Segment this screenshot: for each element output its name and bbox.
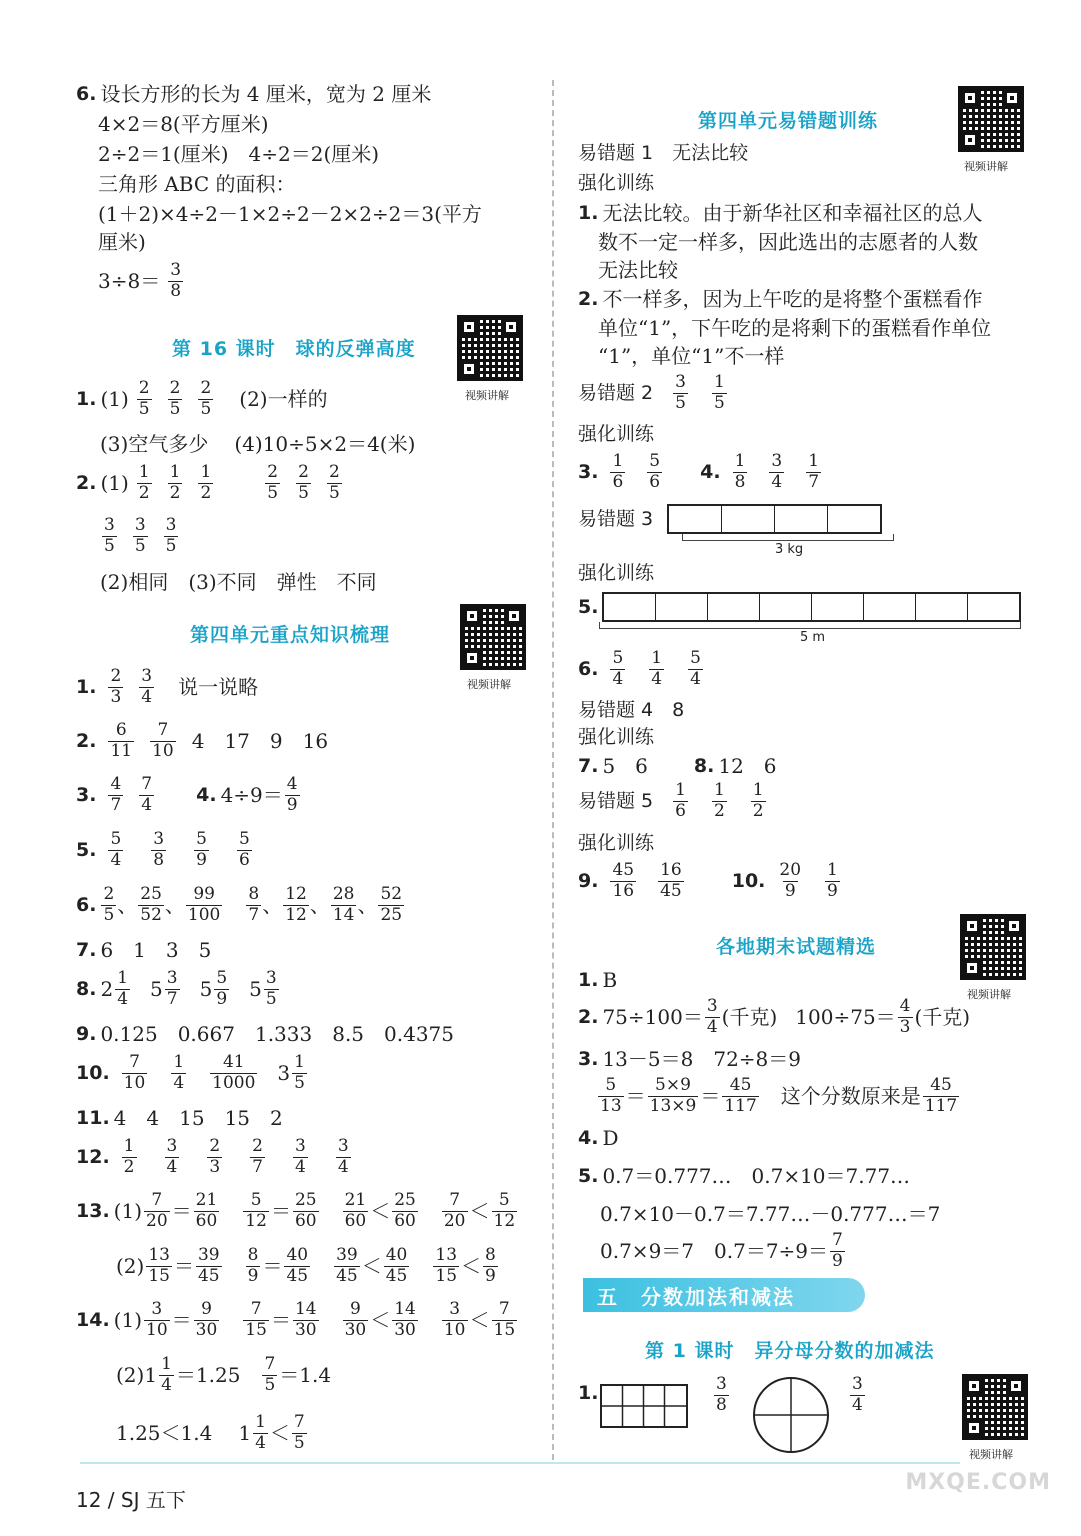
part-label: (2) — [116, 1254, 145, 1279]
q-number: 12. — [76, 1145, 110, 1168]
section-label: 强化训练 — [578, 423, 655, 445]
fraction: $\frac{9}{30}$ — [344, 1299, 367, 1340]
fraction: $\frac{25}{52}$ — [140, 884, 162, 925]
q-number: 7. — [578, 754, 599, 777]
q-number: 9. — [578, 869, 599, 892]
fraction: $\frac{1}{7}$ — [808, 451, 820, 492]
fraction: $\frac{2}{5}$ — [328, 462, 340, 503]
fraction: $\frac{7}{5}$ — [293, 1412, 305, 1453]
qr-label: 视频讲解 — [967, 988, 1011, 1001]
fraction: $\frac{1}{4}$ — [117, 968, 129, 1009]
fraction: $\frac{3}{8}$ — [153, 829, 165, 870]
answer-text: 0.7＝0.777… 0.7×10＝7.77… — [602, 1164, 911, 1188]
fraction: $\frac{6}{11}$ — [110, 720, 133, 761]
fraction: $\frac{3}{4}$ — [771, 451, 783, 492]
answer-text: 5 6 — [602, 754, 648, 778]
fraction: $\frac{7}{15}$ — [245, 1299, 267, 1340]
fraction: $\frac{5}{9}$ — [196, 829, 207, 870]
q-number: 1. — [578, 1382, 599, 1404]
unit5-banner: 五 分数加法和减法 — [583, 1278, 865, 1312]
fraction: $\frac{1}{2}$ — [200, 462, 212, 503]
fraction: $\frac{7}{20}$ — [443, 1190, 466, 1231]
fraction: $\frac{7}{15}$ — [493, 1299, 516, 1340]
answer-text: 4 4 15 15 2 — [113, 1106, 283, 1130]
fraction: $\frac{8}{9}$ — [247, 1245, 259, 1286]
q-number: 11. — [76, 1106, 110, 1129]
fraction: $\frac{45}{117}$ — [724, 1075, 757, 1116]
mixed-number: 5 — [249, 977, 262, 1002]
part-label: (1) — [100, 387, 129, 412]
answer-text: 4÷9＝ — [220, 783, 283, 808]
part-label: (1) — [100, 471, 129, 496]
part-label: (2) — [116, 1363, 145, 1388]
fraction: $\frac{1}{2}$ — [138, 462, 150, 503]
q-number: 8. — [76, 977, 97, 1000]
fraction: $\frac{3}{5}$ — [675, 372, 686, 413]
qr-label: 视频讲解 — [465, 389, 509, 402]
part-label: (1) — [113, 1308, 143, 1333]
q-number: 1. — [76, 387, 97, 410]
fraction: $\frac{3}{4}$ — [141, 666, 153, 707]
error-item-label: 易错题 4 8 — [578, 699, 685, 721]
brace — [682, 534, 894, 541]
fraction: $\frac{12}{12}$ — [285, 884, 307, 925]
q6-line5: (1＋2)×4÷2－1×2÷2－2×2÷2＝3(平方 — [98, 202, 482, 226]
fraction: $\frac{40}{45}$ — [286, 1245, 309, 1286]
separator: 、 — [164, 893, 185, 918]
q-number: 3. — [76, 783, 97, 806]
section-label: 强化训练 — [578, 562, 655, 584]
fraction: $\frac{1}{8}$ — [734, 451, 746, 492]
fraction: $\frac{41}{1000}$ — [212, 1052, 256, 1093]
answer-text: (2)一样的 — [239, 387, 328, 412]
fraction: $\frac{7}{10}$ — [123, 1052, 146, 1093]
fraction: $\frac{3}{4}$ — [852, 1374, 863, 1415]
fraction: $\frac{4}{7}$ — [110, 774, 122, 815]
circle-figure — [752, 1376, 830, 1454]
error-item-label: 易错题 5 — [578, 789, 654, 812]
equals-sign: ＝ — [270, 1199, 291, 1224]
section-label: 强化训练 — [578, 832, 655, 854]
fraction: $\frac{4}{9}$ — [286, 774, 298, 815]
less-than-sign: ＜ — [361, 1254, 382, 1279]
fraction: $\frac{1}{9}$ — [827, 860, 838, 901]
fraction: $\frac{3}{4}$ — [337, 1136, 349, 1177]
fraction: $\frac{1}{2}$ — [123, 1136, 135, 1177]
fraction: $\frac{3}{8}$ — [170, 260, 182, 301]
unit4-error-training-title: 第四单元易错题训练 — [698, 110, 879, 132]
fraction: $\frac{1}{4}$ — [651, 648, 663, 689]
section-label: 强化训练 — [578, 172, 655, 194]
fraction: $\frac{5}{6}$ — [238, 829, 250, 870]
answer-text: ＝1.25 — [175, 1363, 241, 1388]
q-number: 4. — [578, 1126, 599, 1149]
q6-line2: 4×2＝8(平方厘米) — [98, 112, 269, 136]
qr-label: 视频讲解 — [969, 1448, 1013, 1461]
q-number: 6. — [578, 657, 599, 680]
answer-text: 100÷75＝ — [795, 1005, 896, 1030]
fraction: $\frac{7}{5}$ — [264, 1354, 276, 1395]
qr-code[interactable] — [962, 1374, 1028, 1440]
answer-text: 说一说略 — [178, 675, 259, 700]
lesson16-title: 第 16 课时 球的反弹高度 — [172, 338, 416, 360]
fraction: $\frac{14}{30}$ — [294, 1299, 317, 1340]
separator: 、 — [357, 893, 378, 918]
q-number: 5. — [578, 595, 599, 618]
q-number: 6. — [76, 893, 97, 916]
fraction: $\frac{7}{9}$ — [832, 1230, 843, 1271]
equals-sign: ＝ — [262, 1254, 283, 1279]
mixed-number: 5 — [199, 977, 213, 1002]
less-than-sign: ＜ — [370, 1308, 391, 1333]
fraction: $\frac{5}{4}$ — [110, 829, 122, 870]
answer-text: 6 1 3 5 — [100, 938, 212, 962]
fraction: $\frac{13}{15}$ — [148, 1245, 170, 1286]
answer-text: B — [602, 968, 618, 992]
q-number: 5. — [578, 1164, 599, 1187]
answer-text: D — [602, 1126, 619, 1150]
fraction: $\frac{3}{7}$ — [166, 968, 178, 1009]
less-than-sign: ＜ — [461, 1254, 482, 1279]
answer-text: 4 17 9 16 — [191, 729, 329, 754]
fraction: $\frac{1}{5}$ — [294, 1052, 305, 1093]
fraction: $\frac{21}{60}$ — [195, 1190, 218, 1231]
q6-line1: 设长方形的长为 4 厘米，宽为 2 厘米 — [100, 82, 432, 106]
q-number: 7. — [76, 938, 97, 961]
qr-label: 视频讲解 — [467, 678, 511, 691]
page-footer: 12 / SJ 五下 — [76, 1488, 186, 1512]
watermark: MXQE.COM — [905, 1470, 1051, 1495]
answer-text: 0.7×10－0.7＝7.77…－0.777…＝7 — [600, 1202, 941, 1226]
fraction: $\frac{3}{5}$ — [104, 515, 115, 556]
unit-text: (千克) — [914, 1005, 971, 1030]
error-item-label: 易错题 1 无法比较 — [578, 142, 749, 164]
fraction: $\frac{21}{60}$ — [344, 1190, 367, 1231]
fraction: $\frac{2}{5}$ — [169, 378, 181, 419]
separator: 、 — [262, 893, 283, 918]
part-label: (1) — [113, 1199, 143, 1224]
fraction: $\frac{3}{4}$ — [706, 996, 718, 1037]
fraction: $\frac{99}{100}$ — [187, 884, 221, 925]
less-than-sign: ＜ — [269, 1421, 290, 1446]
unit-text: (千克) — [721, 1005, 778, 1030]
fraction: $\frac{3}{5}$ — [134, 515, 146, 556]
fraction: $\frac{3}{5}$ — [265, 968, 277, 1009]
fraction: $\frac{2}{5}$ — [103, 884, 115, 925]
fraction: $\frac{25}{60}$ — [294, 1190, 317, 1231]
mixed-number: 1 — [238, 1421, 252, 1446]
fraction: $\frac{3}{10}$ — [443, 1299, 466, 1340]
fraction: $\frac{5}{12}$ — [245, 1190, 267, 1231]
equals-sign: ＝ — [270, 1308, 291, 1333]
segment-bar-4 — [667, 504, 882, 534]
answer-text: 0.125 0.667 1.333 8.5 0.4375 — [100, 1022, 455, 1046]
q-number: 3. — [578, 1047, 599, 1070]
answer-text: 75÷100＝ — [602, 1005, 703, 1030]
answer-text: 0.7×9＝7 0.7＝7÷9＝ — [600, 1239, 829, 1264]
q-number: 3. — [578, 460, 599, 483]
q-number: 9. — [76, 1022, 97, 1045]
answer-text: “1”，单位“1”不一样 — [598, 344, 785, 368]
fraction: $\frac{1}{6}$ — [675, 780, 686, 821]
fraction: $\frac{7}{4}$ — [141, 774, 153, 815]
mixed-number: 3 — [277, 1061, 291, 1086]
brace — [599, 622, 1021, 629]
q-number: 1. — [578, 968, 599, 991]
final-exam-title: 各地期末试题精选 — [716, 936, 877, 958]
bar-length-label: 3 kg — [775, 542, 804, 557]
fraction: $\frac{52}{25}$ — [380, 884, 403, 925]
separator: 、 — [117, 893, 138, 918]
fraction: $\frac{9}{30}$ — [195, 1299, 218, 1340]
error-item-label: 易错题 3 — [578, 507, 654, 530]
fraction: $\frac{1}{4}$ — [255, 1412, 266, 1453]
answer-text: 不一样多，因为上午吃的是将整个蛋糕看作 — [602, 287, 983, 311]
unit4-review-title: 第四单元重点知识梳理 — [190, 624, 391, 646]
answer-text: 13－5＝8 72÷8＝9 — [602, 1047, 802, 1071]
fraction: $\frac{14}{30}$ — [394, 1299, 416, 1340]
answer-text: 这个分数原来是 — [780, 1084, 921, 1109]
q-number: 13. — [76, 1199, 110, 1222]
fraction: $\frac{3}{4}$ — [166, 1136, 178, 1177]
segment-bar-8 — [602, 592, 1021, 622]
fraction: $\frac{2}{5}$ — [138, 378, 150, 419]
separator: 、 — [309, 893, 330, 918]
fraction: $\frac{2}{3}$ — [209, 1136, 221, 1177]
qr-code[interactable] — [958, 86, 1024, 152]
fraction: $\frac{39}{45}$ — [336, 1245, 358, 1286]
qr-code[interactable] — [960, 914, 1026, 980]
fraction: $\frac{8}{7}$ — [248, 884, 260, 925]
q6-line3: 2÷2＝1(厘米) 4÷2＝2(厘米) — [98, 142, 380, 166]
fraction: $\frac{3}{10}$ — [146, 1299, 168, 1340]
answer-text: 数不一定一样多，因此选出的志愿者的人数 — [598, 230, 978, 254]
fraction: $\frac{1}{4}$ — [161, 1354, 172, 1395]
grid-figure — [600, 1384, 688, 1428]
fraction: $\frac{2}{3}$ — [110, 666, 122, 707]
answer-text: 无法比较。由于新华社区和幸福社区的总人 — [602, 201, 983, 225]
footer-rule — [80, 1462, 960, 1464]
fraction: $\frac{40}{45}$ — [385, 1245, 408, 1286]
answer-text: (2)相同 (3)不同 弹性 不同 — [100, 570, 377, 594]
answer-text: ＝1.4 — [279, 1363, 332, 1388]
fraction: $\frac{3}{4}$ — [294, 1136, 306, 1177]
bar-length-label: 5 m — [800, 630, 826, 645]
q-number: 8. — [693, 754, 715, 777]
section-label: 强化训练 — [578, 726, 655, 748]
q-number: 10. — [731, 869, 766, 892]
fraction: $\frac{1}{2}$ — [169, 462, 181, 503]
fraction: $\frac{2}{7}$ — [252, 1136, 263, 1177]
fraction: $\frac{5}{6}$ — [649, 451, 661, 492]
fraction: $\frac{39}{45}$ — [197, 1245, 220, 1286]
q6-line7: 3÷8＝ — [98, 269, 161, 294]
mixed-number: 2 — [100, 977, 114, 1002]
qr-label: 视频讲解 — [964, 160, 1008, 173]
mixed-number: 5 — [150, 977, 163, 1002]
fraction: $\frac{3}{8}$ — [716, 1374, 727, 1415]
q-number: 2. — [76, 729, 97, 752]
answer-text: 无法比较 — [598, 258, 678, 282]
lesson1-title: 第 1 课时 异分母分数的加减法 — [645, 1340, 935, 1362]
q-number: 14. — [76, 1308, 110, 1331]
answer-text: (3)空气多少 — [100, 432, 209, 456]
less-than-sign: ＜ — [469, 1199, 490, 1224]
fraction: $\frac{5}{12}$ — [493, 1190, 516, 1231]
fraction: $\frac{8}{9}$ — [485, 1245, 496, 1286]
q-number: 4. — [196, 783, 217, 806]
fraction: $\frac{7}{10}$ — [152, 720, 174, 761]
fraction: $\frac{3}{5}$ — [165, 515, 177, 556]
fraction: $\frac{5}{9}$ — [216, 968, 228, 1009]
fraction: $\frac{1}{5}$ — [713, 372, 725, 413]
fraction: $\frac{25}{60}$ — [394, 1190, 416, 1231]
q-number: 10. — [76, 1061, 110, 1084]
less-than-sign: ＜ — [370, 1199, 391, 1224]
q-number: 1. — [578, 201, 599, 224]
equals-sign: ＝ — [173, 1254, 194, 1279]
equals-sign: ＝ — [700, 1084, 721, 1109]
fraction: $\frac{2}{5}$ — [298, 462, 309, 503]
qr-code[interactable] — [457, 315, 523, 381]
fraction: $\frac{5}{13}$ — [600, 1075, 622, 1116]
equals-sign: ＝ — [171, 1308, 192, 1333]
answer-text: 1.25＜1.4 — [116, 1421, 213, 1446]
q-number: 6. — [76, 82, 97, 105]
fraction: $\frac{5}{4}$ — [612, 648, 624, 689]
fraction: $\frac{1}{4}$ — [173, 1052, 185, 1093]
less-than-sign: ＜ — [469, 1308, 490, 1333]
fraction: $\frac{2}{5}$ — [200, 378, 212, 419]
equals-sign: ＝ — [171, 1199, 192, 1224]
answer-text: (4)10÷5×2＝4(米) — [234, 432, 416, 456]
qr-code[interactable] — [460, 604, 526, 670]
fraction: $\frac{2}{5}$ — [267, 462, 279, 503]
column-divider — [552, 80, 554, 1460]
q-number: 5. — [76, 838, 97, 861]
fraction: $\frac{45}{16}$ — [612, 860, 635, 901]
equals-sign: ＝ — [625, 1084, 646, 1109]
fraction: $\frac{1}{2}$ — [713, 780, 725, 821]
q6-line4: 三角形 ABC 的面积： — [98, 172, 296, 196]
fraction: $\frac{5}{4}$ — [690, 648, 701, 689]
fraction: $\frac{5\times 9}{13\times 9}$ — [649, 1075, 697, 1116]
fraction: $\frac{7}{20}$ — [146, 1190, 168, 1231]
fraction: $\frac{13}{15}$ — [435, 1245, 458, 1286]
fraction: $\frac{28}{14}$ — [332, 884, 355, 925]
q-number: 2. — [76, 471, 97, 494]
q-number: 1. — [76, 675, 97, 698]
answer-text: 12 6 — [718, 754, 777, 778]
fraction: $\frac{4}{3}$ — [899, 996, 911, 1037]
fraction: $\frac{1}{6}$ — [612, 451, 624, 492]
answer-text: 单位“1”，下午吃的是将剩下的蛋糕看作单位 — [598, 316, 992, 340]
q-number: 4. — [700, 460, 721, 483]
q-number: 2. — [578, 287, 599, 310]
fraction: $\frac{45}{117}$ — [924, 1075, 958, 1116]
fraction: $\frac{16}{45}$ — [660, 860, 682, 901]
fraction: $\frac{1}{2}$ — [752, 780, 764, 821]
fraction: $\frac{20}{9}$ — [779, 860, 802, 901]
q6-line6: 厘米) — [98, 230, 146, 254]
q-number: 2. — [578, 1005, 599, 1028]
error-item-label: 易错题 2 — [578, 381, 654, 404]
mixed-number: 1 — [144, 1363, 158, 1388]
